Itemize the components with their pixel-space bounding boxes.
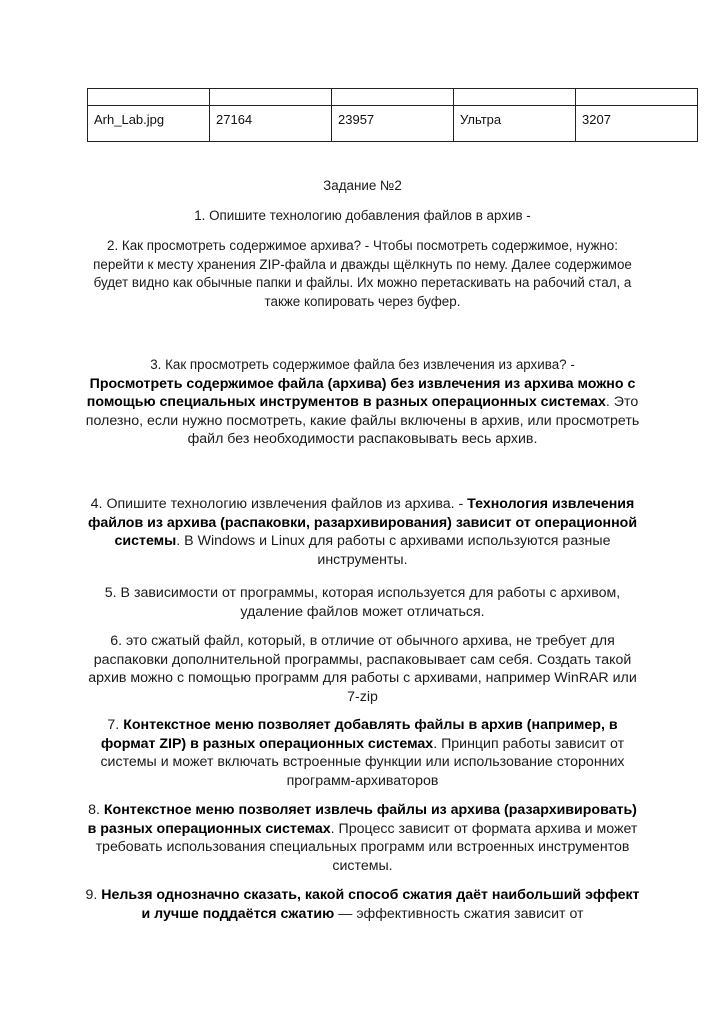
answer-8-number: 8.	[88, 802, 100, 818]
answer-8-rest: . Процесс зависит от формата архива и может требовать использования специальных программ или встроенных инструментов системы.	[95, 820, 638, 874]
answer-7-rest: . Принцип работы зависит от системы и может включать встроенные функции или использование сторонних программ-архиваторов	[100, 735, 625, 789]
table-cell: Ультра	[454, 106, 576, 142]
answer-9-number: 9.	[85, 887, 98, 903]
table-cell: 23957	[332, 106, 454, 142]
answer-3	[85, 356, 640, 449]
table-cell	[576, 89, 698, 106]
answer-3-rest: . Это полезно, если нужно посмотреть, какие файлы включены в архив, или просмотреть файл без необходимости распаковывать весь архив.	[85, 394, 640, 447]
table-header-row	[88, 89, 698, 106]
table-cell	[332, 89, 454, 106]
question-1: 1. Опишите технологию добавления файлов в архив -	[194, 208, 531, 223]
table-cell: 27164	[210, 106, 332, 142]
answer-7-number: 7.	[107, 717, 120, 733]
answer-9-rest: — эффективность сжатия зависит от	[334, 905, 584, 922]
table-cell: 3207	[576, 106, 698, 142]
answer-4-bold: Технология извлечения файлов из архива (распаковки, разархивирования) зависит от операционной системы	[87, 496, 638, 549]
table-row	[88, 106, 698, 142]
table-cell	[210, 89, 332, 106]
answer-2: 2. Как просмотреть содержимое архива? - Чтобы посмотреть содержимое, нужно: перейти к месту хранения ZIP-файла и дважды щёлкнуть по нему. Далее содержимое будет видно как обычные папки и файлы. Их можно перетаскивать на рабочий стал, а также копировать через буфер.	[93, 238, 632, 309]
answer-7-bold: Контекстное меню позволяет добавлять файлы в архив (например, в формат ZIP) в разных операционных системах	[100, 717, 618, 752]
table-cell	[88, 89, 210, 106]
task-title: Задание №2	[323, 178, 402, 193]
answer-9	[85, 886, 640, 923]
answer-8	[85, 801, 640, 875]
answer-4-rest: . В Windows и Linux для работы с архивами используются разные инструменты.	[176, 533, 611, 568]
table-cell	[454, 89, 576, 106]
answer-7	[85, 716, 640, 790]
answer-3-bold: Просмотреть содержимое файла (архива) без извлечения из архива можно с помощью специальных инструментов в разных операционных системах	[86, 375, 636, 410]
table-cell-filename: Arh_Lab.jpg	[88, 106, 210, 142]
answer-8-bold: Контекстное меню позволяет извлечь файлы из архива (разархивировать) в разных операционных системах	[87, 802, 637, 837]
answer-9-bold: Нельзя однозначно сказать, какой способ сжатия даёт наибольший эффект и лучше поддаётся сжатию	[101, 887, 640, 922]
question-3: 3. Как просмотреть содержимое файла без извлечения из архива? -	[150, 357, 575, 372]
results-table	[87, 88, 698, 142]
question-4: 4. Опишите технологию извлечения файлов из архива. -	[90, 496, 464, 512]
answer-5: 5. В зависимости от программы, которая используется для работы с архивом, удаление файлов может отличаться.	[104, 585, 621, 620]
answer-6: 6. это сжатый файл, который, в отличие от обычного архива, не требует для распаковки дополнительной программы, распаковывает сам себя. Создать такой архив можно с помощью программ для работы с архивами, например WinRAR или 7-zip	[88, 633, 637, 705]
answer-4	[85, 495, 640, 569]
